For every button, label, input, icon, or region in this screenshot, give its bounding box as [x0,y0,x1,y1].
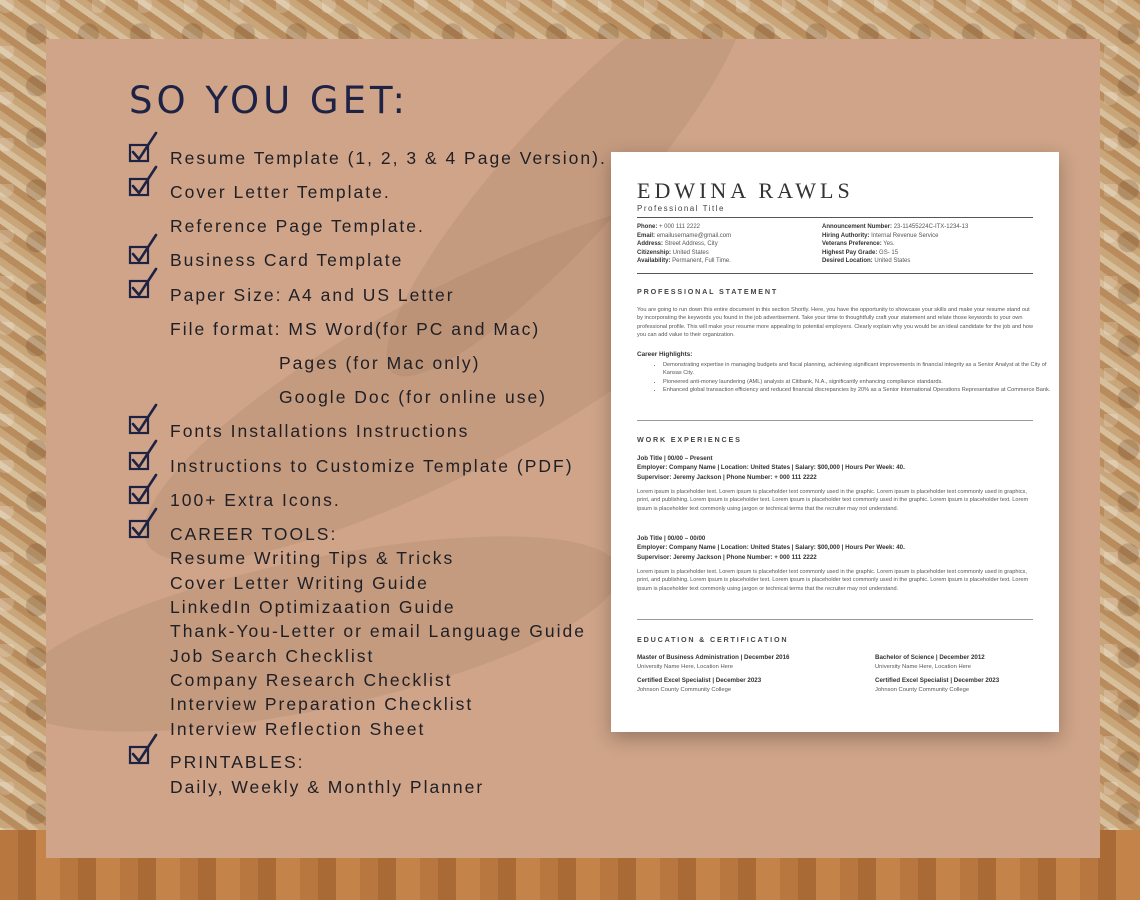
list-item: Interview Preparation Checklist [170,694,474,714]
list-item: Interview Reflection Sheet [170,719,426,739]
statement-text: You are going to run down this entire document in this section Shortly. Here, you have the opportunity to showcase your skills and make your resume stand out by incorporating the keywords you found in the job advertisement. Take your time to thoughtfully craft your statement and relate those keywords to your own professional profile. This will make your resume more appealing to potential employers. Clearly explain why you would be an ideal candidate for the job and how you can add value to their organization. [637,307,1034,339]
job-description: Lorem ipsum is placeholder text. Lorem ipsum is placeholder text commonly used in the graphic. Lorem ipsum is placeholder text commonly used in graphics, print, and publishing. Lorem ipsum is placeholder text. Lorem ipsum is placeholder text commonly used in the graphic. Lorem ipsum is placeholder text. Lorem ipsum is placeholder text commonly using jargon or technical terms that the recruiter may not understand. [637,569,1029,592]
checkbox-checked-icon [128,473,158,505]
section-heading: PROFESSIONAL STATEMENT [637,287,779,296]
divider [637,619,1033,620]
education-entry: Bachelor of Science | December 2012 University Name Here, Location Here [875,654,985,670]
list-item: Job Search Checklist [170,646,375,666]
page-title: SO YOU GET: [129,79,409,122]
list-item: Resume Template (1, 2, 3 & 4 Page Version). [170,148,607,168]
checkbox-checked-icon [128,233,158,265]
list-item: LinkedIn Optimizaation Guide [170,597,456,617]
divider [637,273,1033,274]
resume-name: EDWINA RAWLS [637,178,854,203]
list-item: Resume Writing Tips & Tricks [170,548,455,568]
list-item: Cover Letter Template. [170,182,391,202]
info-panel [46,39,1100,858]
job-entry: Job Title | 00/00 – Present Employer: Company Name | Location: United States | Salary: $00,000 | Hours Per Week: 40. Supervisor: Jeremy Jackson | Phone Number: + 000 111 2222 [637,455,905,481]
list-item: Reference Page Template. [170,216,425,236]
checkbox-checked-icon [128,439,158,471]
list-item: Pages (for Mac only) [279,353,481,373]
resume-professional-title: Professional Title [637,204,725,213]
checkbox-checked-icon [128,403,158,435]
divider [637,420,1033,421]
list-item: Daily, Weekly & Monthly Planner [170,777,485,797]
list-item: Company Research Checklist [170,670,453,690]
list-item: • Demonstrating expertise in managing budgets and fiscal planning, achieving significant improvements in financial integrity as a Senior Analyst at the City of Kansas City. [663,361,1059,378]
list-item: Cover Letter Writing Guide [170,573,429,593]
list-item: Business Card Template [170,250,404,270]
list-item: File format: MS Word(for PC and Mac) [170,319,541,339]
list-item: Fonts Installations Instructions [170,421,470,441]
checkbox-checked-icon [128,165,158,197]
highlights-heading: Career Highlights: [637,351,693,358]
section-heading: WORK EXPERIENCES [637,435,742,444]
checkbox-checked-icon [128,267,158,299]
contact-right: Announcement Number: 23-11455224C-ITX-1234-13 Hiring Authority: Internal Revenue Service Veterans Preference: Yes. Highest Pay Grade: GS- 15 Desired Location: United States [822,224,969,265]
job-entry: Job Title | 00/00 – 00/00 Employer: Company Name | Location: United States | Salary: $00,000 | Hours Per Week: 40. Supervisor: Jeremy Jackson | Phone Number: + 000 111 2222 [637,535,905,561]
list-item: • Pioneered anti-money laundering (AML) analysis at Citibank, N.A., significantly enhancing compliance standards. [663,378,1059,386]
list-item: PRINTABLES: [170,752,305,772]
highlights-list [637,361,1059,395]
job-description: Lorem ipsum is placeholder text. Lorem ipsum is placeholder text commonly used in the graphic. Lorem ipsum is placeholder text commonly used in graphics, print, and publishing. Lorem ipsum is placeholder text. Lorem ipsum is placeholder text commonly used in the graphic. Lorem ipsum is placeholder text. Lorem ipsum is placeholder text commonly using jargon or technical terms that the recruiter may not understand. [637,489,1029,512]
list-item: CAREER TOOLS: [170,524,338,544]
checkbox-checked-icon [128,733,158,765]
checkbox-checked-icon [128,131,158,163]
education-entry: Master of Business Administration | December 2016 University Name Here, Location Here [637,654,790,670]
education-entry: Certified Excel Specialist | December 2023 Johnson County Community College [637,677,762,693]
contact-left: Phone: + 000 111 2222 Email: emailusername@gmail.com Address: Street Address, City Citizenship: United States Availability: Permanent, Full Time. [637,224,732,265]
list-item: 100+ Extra Icons. [170,490,341,510]
checkbox-checked-icon [128,507,158,539]
divider [637,217,1033,218]
list-item: Google Doc (for online use) [279,387,547,407]
resume-preview [611,152,1059,732]
section-heading: EDUCATION & CERTIFICATION [637,635,789,644]
list-item: Paper Size: A4 and US Letter [170,285,455,305]
education-entry: Certified Excel Specialist | December 2023 Johnson County Community College [875,677,1000,693]
list-item: • Enhanced global transaction efficiency and reduced financial discrepancies by 20% as a Senior International Operations Representative at Commerce Bank. [663,386,1059,394]
list-item: Thank-You-Letter or email Language Guide [170,621,586,641]
list-item: Instructions to Customize Template (PDF) [170,456,574,476]
